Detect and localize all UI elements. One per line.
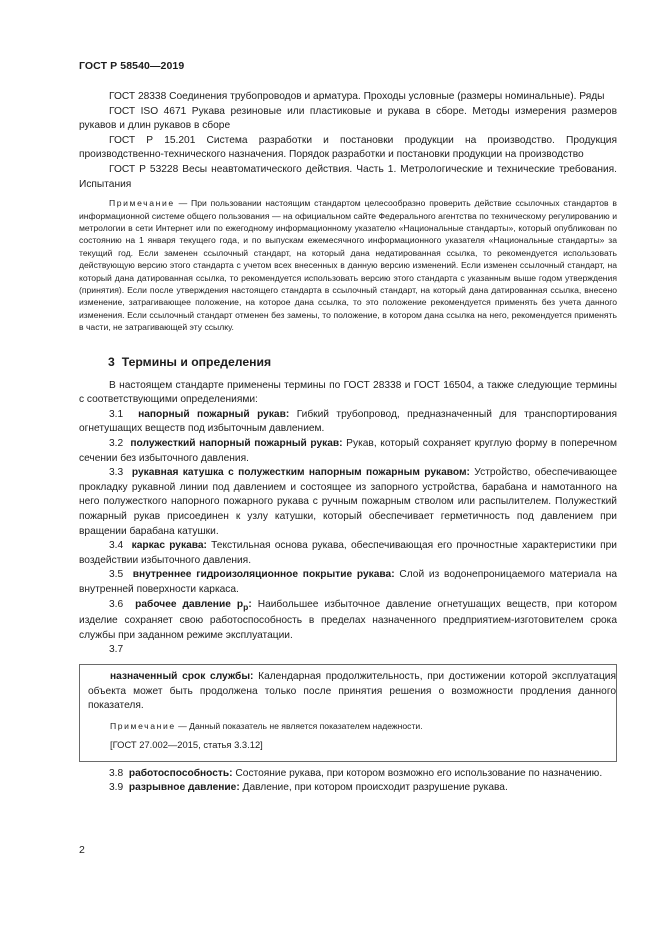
quoted-term-box — [79, 664, 617, 762]
note-label: Примечание — [110, 720, 176, 731]
term-name: назначенный срок службы: — [110, 670, 254, 682]
source-reference: [ГОСТ 27.002—2015, статья 3.3.12] — [110, 739, 263, 751]
term-number: 3.2 — [109, 438, 124, 449]
term-number: 3.5 — [109, 569, 124, 581]
term-name: разрывное давление: — [128, 782, 240, 794]
term-number-standalone: 3.7 — [109, 644, 124, 656]
term-subscript: р — [243, 601, 249, 612]
note-paragraph — [79, 197, 617, 333]
term-name: напорный пожарный рукав: — [138, 408, 290, 420]
term-entry — [79, 781, 617, 796]
section-number: 3 — [108, 354, 115, 369]
term-number: 3.9 — [109, 782, 124, 794]
term-name — [135, 599, 252, 610]
term-entry — [88, 670, 616, 714]
term-name-text: рабочее давление p — [135, 598, 244, 610]
term-definition: Текстильная основа рукава, обеспечивающая его прочностные характеристики при воздействии избыточного давления. — [79, 540, 617, 566]
term-definition: Гибкий трубопровод, предназначенный для транспортирования огнетушащих веществ под избыточным давлением. — [79, 408, 617, 435]
section-intro: В настоящем стандарте применены термины по ГОСТ 28338 и ГОСТ 16504, а также следующие термины с соответствующими определениями: — [79, 379, 617, 406]
reference-item: ГОСТ ISO 4671 Рукава резиновые или пластиковые и рукава в сборе. Методы измерения размеров рукавов и длин рукавов в сборе — [79, 105, 617, 132]
term-definition: Состояние рукава, при котором возможно его использование по назначению. — [232, 767, 603, 779]
term-entry — [79, 568, 617, 597]
reference-item: ГОСТ Р 15.201 Система разработки и постановки продукции на производство. Продукция производственно-технического назначения. Порядок разработки и постановки продукции на производство — [79, 134, 617, 161]
term-definition: Давление, при котором происходит разрушение рукава. — [239, 782, 508, 794]
note-label: Примечание — [109, 198, 175, 209]
term-entry — [79, 437, 617, 466]
term-number: 3.3 — [109, 467, 124, 479]
term-name: каркас рукава: — [131, 540, 207, 552]
term-name: работоспособность: — [128, 767, 233, 779]
term-entry — [79, 767, 617, 782]
term-definition: Слой из водонепроницаемого материала на внутренней поверхности каркаса. — [79, 569, 617, 595]
term-entry — [79, 598, 617, 644]
page-content — [79, 90, 617, 796]
section-heading — [108, 355, 617, 369]
term-number: 3.1 — [109, 408, 124, 420]
term-definition: Календарная продолжительность, при достижении которой эксплуатация объекта может быть продолжена только после принятия решения о возможности продления данного показателя. — [88, 670, 616, 712]
term-entry — [79, 539, 617, 568]
document-header: ГОСТ Р 58540—2019 — [79, 60, 185, 72]
reference-item: ГОСТ 28338 Соединения трубопроводов и арматура. Проходы условные (размеры номинальные). Ряды — [109, 91, 605, 102]
term-number: 3.6 — [109, 598, 124, 610]
term-entry — [79, 466, 617, 539]
note-text: — Данный показатель не является показателем надежности. — [175, 720, 423, 731]
term-definition: Устройство, обеспечивающее прокладку рукавной линии под давлением и состоящее из запорного устройства, барабана и намотанного на него полужесткого напорного пожарного рукава с ручным пожарным стволом или распылителем. Полужесткий пожарный рукав присоединен к узлу катушки, который обеспечивает герметичность под давлением при вращении барабана катушки. — [79, 467, 617, 537]
term-entry — [79, 408, 617, 437]
term-colon: : — [248, 598, 252, 610]
page-number: 2 — [79, 844, 85, 856]
section-title: Термины и определения — [121, 354, 272, 369]
note-paragraph — [88, 720, 616, 732]
reference-item: ГОСТ Р 53228 Весы неавтоматического действия. Часть 1. Метрологические и технические требования. Испытания — [79, 163, 617, 190]
note-text: — При пользовании настоящим стандартом целесообразно проверить действие ссылочных стандартов в информационной системе общего пользования — на официальном сайте Федерального агентства по техническому регулированию и метрологии в сети Интернет или по ежегодному информационному указателю «Национальные стандарты», который опубликован по состоянию на 1 января текущего года, и по выпускам ежемесячного информационного указателя «Национальные стандарты» за текущий год. Если заменен ссылочный стандарт, на который дана недатированная ссылка, то рекомендуется использовать действующую версию этого стандарта с учетом всех внесенных в данную версию изменений. Если изменен ссылочный стандарт, на который дана датированная ссылка, то рекомендуется использовать версию этого стандарта с указанным выше годом утверждения (принятия). Если после утверждения настоящего стандарта в ссылочный стандарт, на который дана датированная ссылка, внесено изменение, затрагивающее положение, на которое дана ссылка, то это положение рекомендуется применять без учета данного изменения. Если ссылочный стандарт отменен без замены, то положение, в котором дана ссылка на него, рекомендуется применять в части, не затрагивающей эту ссылку. — [79, 198, 617, 333]
term-definition: Рукав, который сохраняет круглую форму в поперечном сечении без избыточного давления. — [79, 438, 617, 464]
term-name: полужесткий напорный пожарный рукав: — [130, 438, 343, 449]
term-name: внутреннее гидроизоляционное покрытие рукава: — [132, 569, 395, 581]
term-name: рукавная катушка с полужестким напорным пожарным рукавом: — [131, 467, 470, 479]
term-number: 3.4 — [109, 540, 124, 552]
term-definition: Наибольшее избыточное давление огнетушащих веществ, при котором изделие сохраняет свою работоспособность в пределах назначенного предприятием-изготовителем срока службы при заданном режиме эксплуатации. — [79, 598, 617, 641]
term-number: 3.8 — [109, 767, 124, 779]
